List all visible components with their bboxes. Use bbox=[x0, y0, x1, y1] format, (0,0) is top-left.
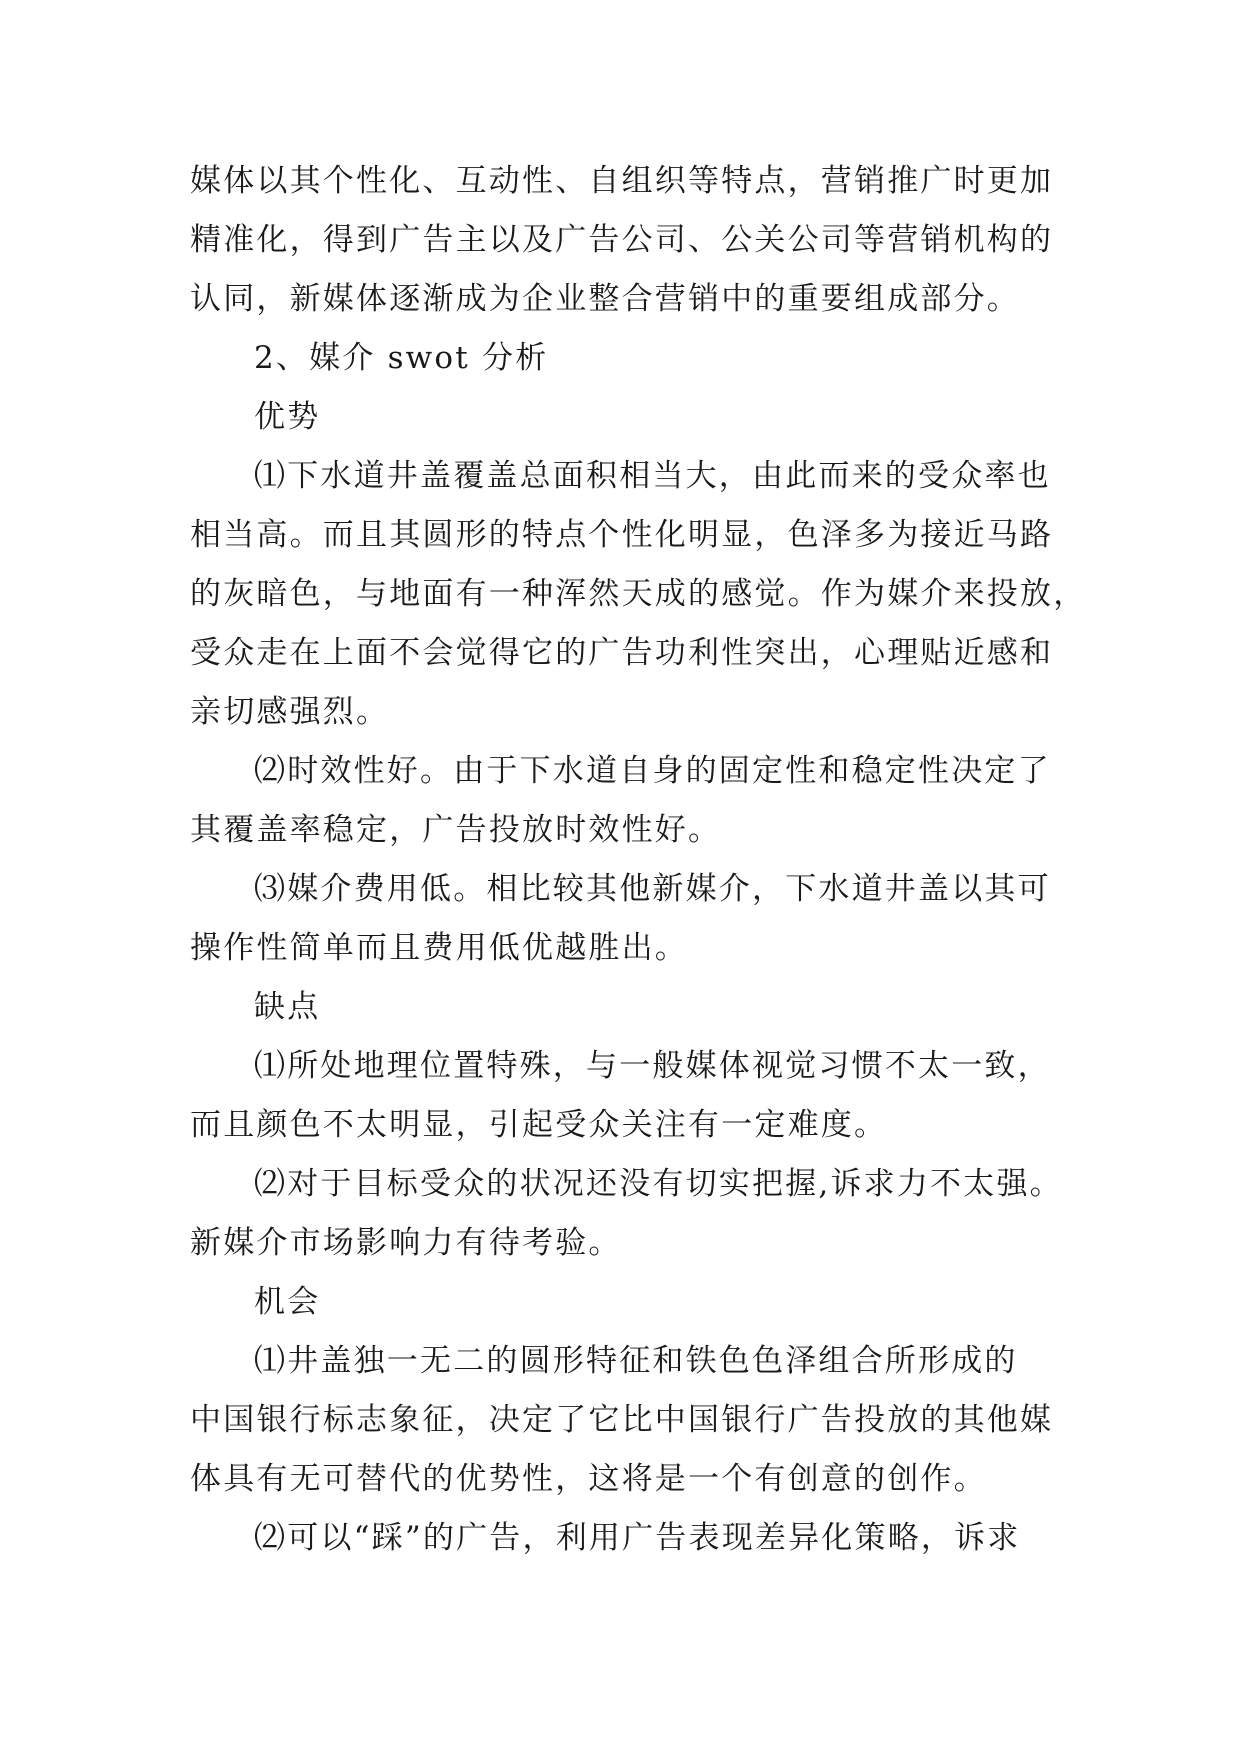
body-text-line: 体具有无可替代的优势性，这将是一个有创意的创作。 bbox=[190, 1461, 987, 1497]
body-text-line: ⑶媒介费用低。相比较其他新媒介，下水道井盖以其可 bbox=[254, 871, 1051, 907]
body-text-line: ⑵时效性好。由于下水道自身的固定性和稳定性决定了 bbox=[254, 753, 1051, 789]
body-text-line: ⑵可以“踩”的广告，利用广告表现差异化策略，诉求 bbox=[254, 1520, 1021, 1556]
body-text-line: ⑵对于目标受众的状况还没有切实把握,诉求力不太强。 bbox=[254, 1166, 1063, 1202]
body-text-line: 亲切感强烈。 bbox=[190, 694, 390, 730]
document-page bbox=[190, 152, 1087, 1568]
section-heading: 2、媒介 swot 分析 bbox=[254, 340, 549, 376]
body-text-line: 而且颜色不太明显，引起受众关注有一定难度。 bbox=[190, 1107, 888, 1143]
body-text-line: ⑴井盖独一无二的圆形特征和铁色色泽组合所形成的 bbox=[254, 1343, 1018, 1379]
body-text-line: ⑴所处地理位置特殊，与一般媒体视觉习惯不太一致， bbox=[254, 1048, 1051, 1084]
subsection-heading-strengths: 优势 bbox=[254, 399, 321, 435]
subsection-heading-opportunities: 机会 bbox=[254, 1284, 321, 1320]
body-text-line: 中国银行标志象征，决定了它比中国银行广告投放的其他媒 bbox=[190, 1402, 1054, 1438]
body-text-line: 受众走在上面不会觉得它的广告功利性突出，心理贴近感和 bbox=[190, 635, 1054, 671]
body-text-line: 精准化，得到广告主以及广告公司、公关公司等营销机构的 bbox=[190, 222, 1054, 258]
body-text-line: 的灰暗色，与地面有一种浑然天成的感觉。作为媒介来投放， bbox=[190, 576, 1087, 612]
body-text-line: ⑴下水道井盖覆盖总面积相当大，由此而来的受众率也 bbox=[254, 458, 1051, 494]
body-text-line: 认同，新媒体逐渐成为企业整合营销中的重要组成部分。 bbox=[190, 281, 1020, 317]
body-text-line: 操作性简单而且费用低优越胜出。 bbox=[190, 930, 688, 966]
body-text-line: 新媒介市场影响力有待考验。 bbox=[190, 1225, 622, 1261]
subsection-heading-weaknesses: 缺点 bbox=[254, 989, 321, 1025]
body-text-line: 媒体以其个性化、互动性、自组织等特点，营销推广时更加 bbox=[190, 163, 1054, 199]
body-text-line: 其覆盖率稳定，广告投放时效性好。 bbox=[190, 812, 722, 848]
body-text-line: 相当高。而且其圆形的特点个性化明显，色泽多为接近马路 bbox=[190, 517, 1054, 553]
